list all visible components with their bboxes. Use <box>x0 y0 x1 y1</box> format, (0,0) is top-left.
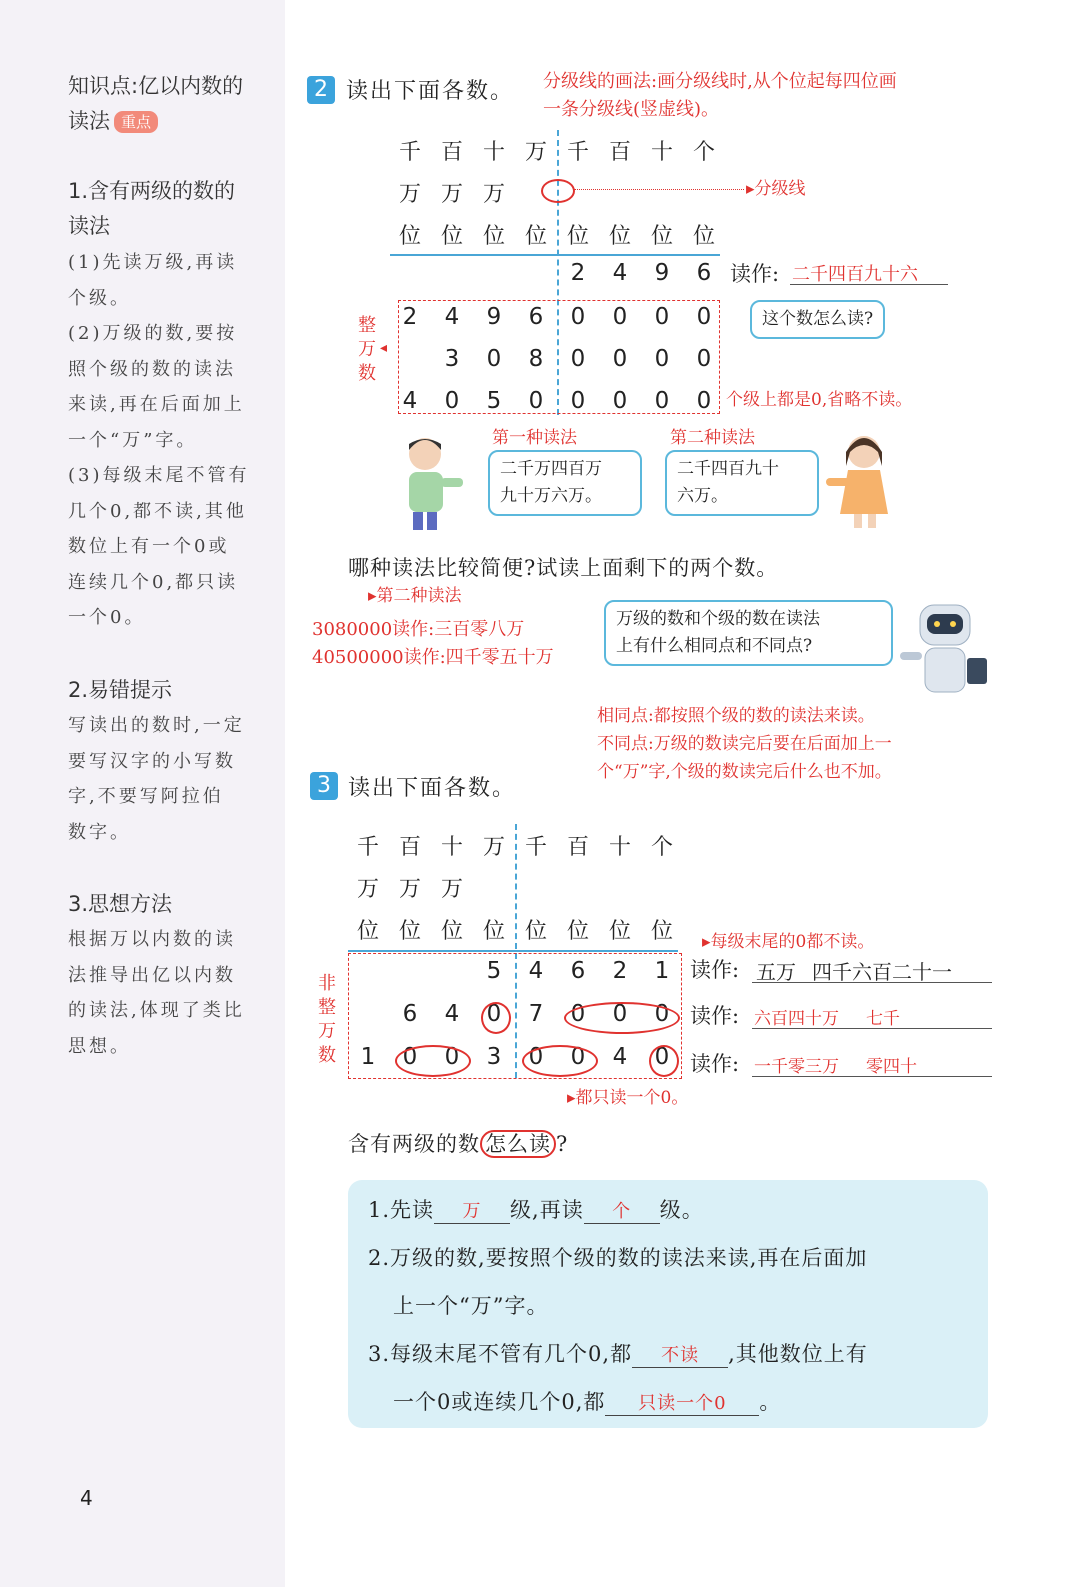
zero-ring <box>649 1045 679 1077</box>
place-label: 十 <box>608 835 631 860</box>
digit: 6 <box>570 958 586 984</box>
q3-question: 含有两级的数 怎么读 ? <box>348 1132 569 1156</box>
place-label: 位 <box>398 919 421 944</box>
digit: 6 <box>696 260 712 286</box>
place-label: 万 <box>482 182 505 207</box>
section2-heading: 2.易错提示 <box>68 678 173 702</box>
place-label: 万 <box>440 877 463 902</box>
digit: 3 <box>486 1044 502 1070</box>
zero-ring <box>395 1045 471 1077</box>
q3-table-rule <box>348 950 678 952</box>
place-label: 位 <box>482 224 505 249</box>
summary-line-3: 上一个“万”字。 <box>393 1294 549 1318</box>
place-label: 千 <box>524 835 547 860</box>
divider-ring <box>541 179 575 203</box>
digit: 0 <box>402 1044 418 1070</box>
digit: 0 <box>696 304 712 330</box>
digit: 0 <box>612 346 628 372</box>
place-label: 百 <box>398 835 421 860</box>
answer-underline <box>752 1028 992 1029</box>
digit: 0 <box>654 1001 670 1027</box>
read-answer-1a: 五万 <box>756 960 796 984</box>
digit: 8 <box>528 346 544 372</box>
section2-body: 写读出的数时,一定 要写汉字的小写数 字,不要写阿拉伯 数字。 <box>68 715 245 843</box>
read-answer-3b: 零四十 <box>866 1057 917 1077</box>
read-answer-1b: 四千六百二十一 <box>812 960 952 984</box>
answer-underline <box>752 982 992 983</box>
read-answer-2a: 六百四十万 <box>754 1009 839 1029</box>
digit: 4 <box>444 304 460 330</box>
read-answer: 二千四百九十六 <box>792 264 918 285</box>
digit: 0 <box>444 1044 460 1070</box>
place-label: 位 <box>692 224 715 249</box>
place-label: 千 <box>566 140 589 165</box>
digit: 4 <box>528 958 544 984</box>
sidebar-title-2: 读法 重点 <box>68 103 158 139</box>
digit: 0 <box>486 1001 502 1027</box>
whole-number-label: 整 万 数 <box>358 315 376 384</box>
digit: 0 <box>654 1044 670 1070</box>
page-number: 4 <box>80 1486 93 1510</box>
digit: 0 <box>570 1001 586 1027</box>
q2-question: 哪种读法比较简便?试读上面剩下的两个数。 <box>348 556 779 580</box>
answer-underline <box>752 1076 992 1077</box>
digit: 0 <box>570 346 586 372</box>
robot-question-bubble: 万级的数和个级的数在读法 上有什么相同点和不同点? <box>604 600 893 666</box>
robot-illustration <box>895 600 995 700</box>
divider-note: 分级线的画法:画分级线时,从个位起每四位画 一条分级线(竖虚线)。 <box>543 71 897 120</box>
digit: 1 <box>360 1044 376 1070</box>
diff-point: 不同点:万级的数读完后要在后面加上一 个“万”字,个级的数读完后什么也不加。 <box>597 734 892 782</box>
place-label: 万 <box>524 140 547 165</box>
read-label: 读作: <box>730 262 780 286</box>
digit: 4 <box>612 1044 628 1070</box>
digit: 2 <box>612 958 628 984</box>
place-label: 位 <box>566 224 589 249</box>
place-label: 位 <box>650 919 673 944</box>
digit: 0 <box>444 388 460 414</box>
method2-bubble: 二千四百九十 六万。 <box>665 450 819 516</box>
place-label: 十 <box>440 835 463 860</box>
zero-ring <box>564 1002 680 1034</box>
place-label: 十 <box>482 140 505 165</box>
digit: 5 <box>486 388 502 414</box>
boy-illustration <box>395 432 475 532</box>
place-label: 位 <box>440 224 463 249</box>
digit: 6 <box>528 304 544 330</box>
summary-line-5: 一个0或连续几个0,都 只读一个0 。 <box>393 1390 782 1414</box>
place-label: 十 <box>650 140 673 165</box>
place-label: 位 <box>608 224 631 249</box>
read-one-zero-note: ▸都只读一个0。 <box>567 1088 689 1108</box>
question-bubble: 这个数怎么读? <box>750 300 885 339</box>
place-label: 百 <box>566 835 589 860</box>
place-label: 千 <box>356 835 379 860</box>
digit: 7 <box>528 1001 544 1027</box>
place-label: 千 <box>398 140 421 165</box>
digit: 2 <box>570 260 586 286</box>
place-label: 百 <box>440 140 463 165</box>
digit: 0 <box>570 388 586 414</box>
digit: 0 <box>486 346 502 372</box>
girl-illustration <box>818 430 898 530</box>
method2-label: 第二种读法 <box>670 428 755 448</box>
read-answer-2b: 七千 <box>866 1009 900 1029</box>
digit: 5 <box>486 958 502 984</box>
non-whole-number-label: 非 整 万 数 <box>318 973 336 1066</box>
answer-method: ▸第二种读法 <box>368 586 462 606</box>
place-label: 位 <box>650 224 673 249</box>
place-label: 万 <box>482 835 505 860</box>
method1-bubble: 二千万四百万 九十万六万。 <box>488 450 642 516</box>
answer-1: 3080000读作:三百零八万 <box>312 619 525 640</box>
table-rule <box>390 254 720 256</box>
read-answer-3a: 一千零三万 <box>754 1057 839 1077</box>
place-label: 位 <box>566 919 589 944</box>
section3-body: 根据万以内数的读 法推导出亿以内数 的读法,体现了类比 思想。 <box>68 929 245 1057</box>
key-point-badge: 重点 <box>114 111 158 133</box>
place-label: 万 <box>398 182 421 207</box>
digit: 4 <box>402 388 418 414</box>
digit: 0 <box>654 346 670 372</box>
divider-arrow <box>574 189 744 190</box>
section1-heading-2: 读法 <box>68 214 110 238</box>
summary-line-2: 2.万级的数,要按照个级的数的读法来读,再在后面加 <box>368 1246 868 1270</box>
digit: 1 <box>654 958 670 984</box>
place-label: 位 <box>398 224 421 249</box>
digit: 0 <box>696 346 712 372</box>
digit: 0 <box>654 304 670 330</box>
digit: 6 <box>402 1001 418 1027</box>
answer-underline <box>790 284 948 285</box>
section1-heading: 1.含有两级的数的 <box>68 179 236 203</box>
place-label: 位 <box>356 919 379 944</box>
place-label: 位 <box>608 919 631 944</box>
read-label: 读作: <box>690 1004 740 1028</box>
digit: 3 <box>444 346 460 372</box>
digit: 4 <box>444 1001 460 1027</box>
digit: 0 <box>612 1001 628 1027</box>
method1-label: 第一种读法 <box>492 428 577 448</box>
arrow-left-icon: ◂ <box>380 340 388 356</box>
place-label: 万 <box>356 877 379 902</box>
zero-ring <box>522 1045 598 1077</box>
read-label: 读作: <box>690 958 740 982</box>
read-label: 读作: <box>690 1052 740 1076</box>
digit: 4 <box>612 260 628 286</box>
zero-omit-note: 个级上都是0,省略不读。 <box>726 390 913 410</box>
place-label: 百 <box>608 140 631 165</box>
place-label: 位 <box>482 919 505 944</box>
digit: 0 <box>570 304 586 330</box>
place-label: 位 <box>524 919 547 944</box>
digit: 9 <box>486 304 502 330</box>
digit: 9 <box>654 260 670 286</box>
place-label: 位 <box>524 224 547 249</box>
digit: 0 <box>528 1044 544 1070</box>
tail-zero-note: ▸每级末尾的0都不读。 <box>702 932 875 952</box>
digit: 0 <box>570 1044 586 1070</box>
summary-line-4: 3.每级末尾不管有几个0,都 不读 ,其他数位上有 <box>368 1342 868 1366</box>
place-label: 个 <box>650 835 673 860</box>
section3-heading: 3.思想方法 <box>68 892 173 916</box>
digit: 2 <box>402 304 418 330</box>
place-label: 个 <box>692 140 715 165</box>
summary-line-1: 1.先读 万 级,再读 个 级。 <box>368 1198 704 1222</box>
question-3-number: 3 <box>310 772 338 800</box>
digit: 0 <box>612 304 628 330</box>
same-point: 相同点:都按照个级的数的读法来读。 <box>597 706 875 726</box>
digit: 0 <box>696 388 712 414</box>
answer-2: 40500000读作:四千零五十万 <box>312 647 554 668</box>
zero-ring <box>481 1002 511 1034</box>
divider-label: ▸分级线 <box>746 179 806 199</box>
question-2-number: 2 <box>307 76 335 104</box>
sidebar-title: 知识点:亿以内数的 <box>68 74 244 98</box>
digit: 0 <box>612 388 628 414</box>
question-2-title: 读出下面各数。 <box>346 79 515 104</box>
place-label: 位 <box>440 919 463 944</box>
section1-body: (1)先读万级,再读 个级。 (2)万级的数,要按 照个级的数的读法 来读,再在后面加上 一个“万”字。 (3)每级末尾不管有 几个0,都不读,其他 数位上有一个0或 连续几个0,都只读 一个0。 <box>68 252 250 628</box>
place-label: 万 <box>398 877 421 902</box>
digit: 0 <box>654 388 670 414</box>
place-label: 万 <box>440 182 463 207</box>
digit: 0 <box>528 388 544 414</box>
question-3-title: 读出下面各数。 <box>348 776 517 801</box>
